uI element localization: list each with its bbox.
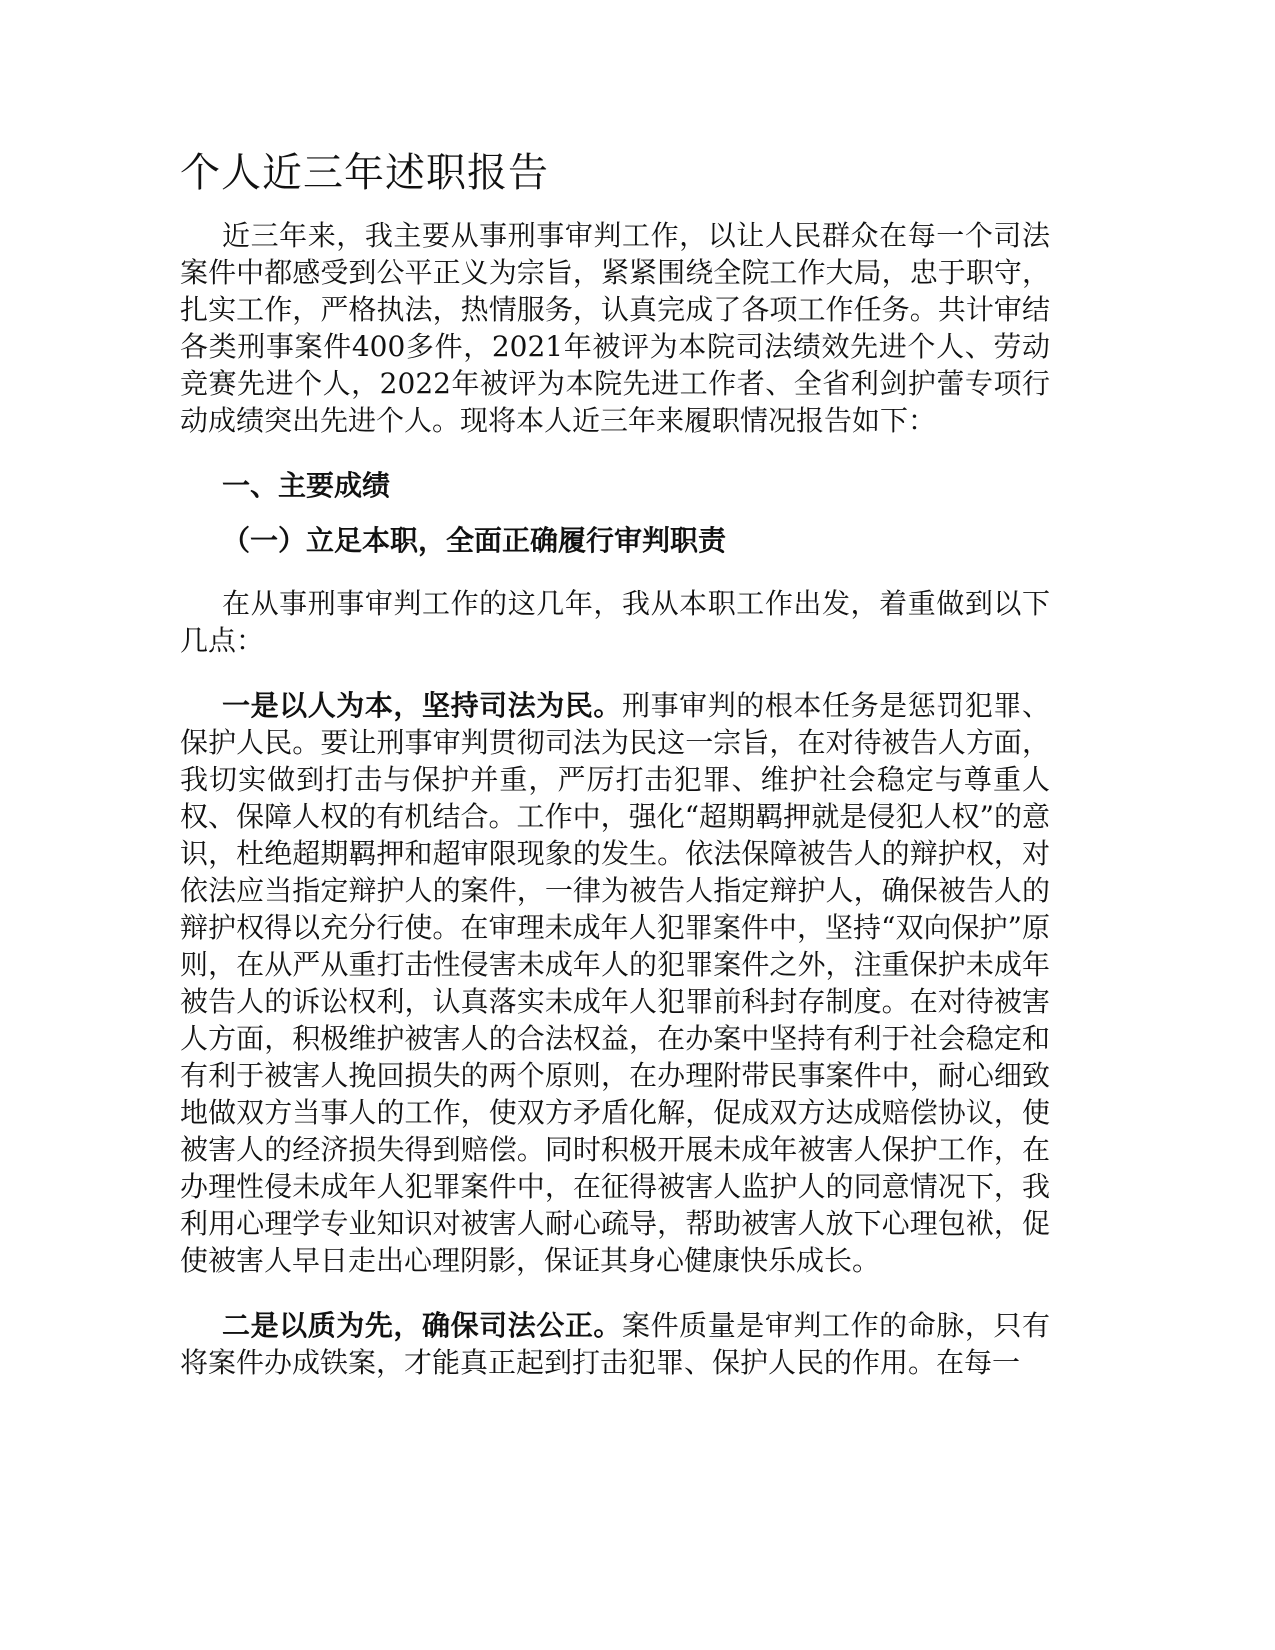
subsection-heading-duties: （一）立足本职，全面正确履行审判职责 bbox=[222, 524, 727, 557]
point-one-lead: 一是以人为本，坚持司法为民。 bbox=[222, 689, 622, 722]
document-title: 个人近三年述职报告 bbox=[180, 150, 549, 196]
point-two-paragraph bbox=[180, 1307, 1050, 1381]
subsection-intro-paragraph: 在从事刑事审判工作的这几年，我从本职工作出发，着重做到以下几点： bbox=[180, 587, 1050, 657]
point-one-body: 刑事审判的根本任务是惩罚犯罪、保护人民。要让刑事审判贯彻司法为民这一宗旨，在对待被告人方面，我切实做到打击与保护并重，严厉打击犯罪、维护社会稳定与尊重人权、保障人权的有机结合。工作中，强化“超期羁押就是侵犯人权”的意识，杜绝超期羁押和超审限现象的发生。依法保障被告人的辩护权，对依法应当指定辩护人的案件，一律为被告人指定辩护人，确保被告人的辩护权得以充分行使。在审理未成年人犯罪案件中，坚持“双向保护”原则，在从严从重打击性侵害未成年人的犯罪案件之外，注重保护未成年被告人的诉讼权利，认真落实未成年人犯罪前科封存制度。在对待被害人方面，积极维护被害人的合法权益，在办案中坚持有利于社会稳定和有利于被害人挽回损失的两个原则，在办理附带民事案件中，耐心细致地做双方当事人的工作，使双方矛盾化解，促成双方达成赔偿协议，使被害人的经济损失得到赔偿。同时积极开展未成年被害人保护工作，在办理性侵未成年人犯罪案件中，在征得被害人监护人的同意情况下，我利用心理学专业知识对被害人耐心疏导，帮助被害人放下心理包袱，促使被害人早日走出心理阴影，保证其身心健康快乐成长。 bbox=[180, 689, 1050, 1277]
section-heading-main-achievements: 一、主要成绩 bbox=[222, 469, 391, 502]
document-page bbox=[180, 145, 1050, 1399]
intro-paragraph: 近三年来，我主要从事刑事审判工作，以让人民群众在每一个司法案件中都感受到公平正义为宗旨，紧紧围绕全院工作大局，忠于职守，扎实工作，严格执法，热情服务，认真完成了各项工作任务。共计审结各类刑事案件400多件，2021年被评为本院司法绩效先进个人、劳动竞赛先进个人，2022年被评为本院先进工作者、全省利剑护蕾专项行动成绩突出先进个人。现将本人近三年来履职情况报告如下： bbox=[180, 219, 1050, 437]
point-two-body: 案件质量是审判工作的命脉，只有将案件办成铁案，才能真正起到打击犯罪、保护人民的作用。在每一 bbox=[180, 1309, 1050, 1379]
point-two-lead: 二是以质为先，确保司法公正。 bbox=[222, 1309, 622, 1342]
point-one-paragraph bbox=[180, 687, 1050, 1279]
